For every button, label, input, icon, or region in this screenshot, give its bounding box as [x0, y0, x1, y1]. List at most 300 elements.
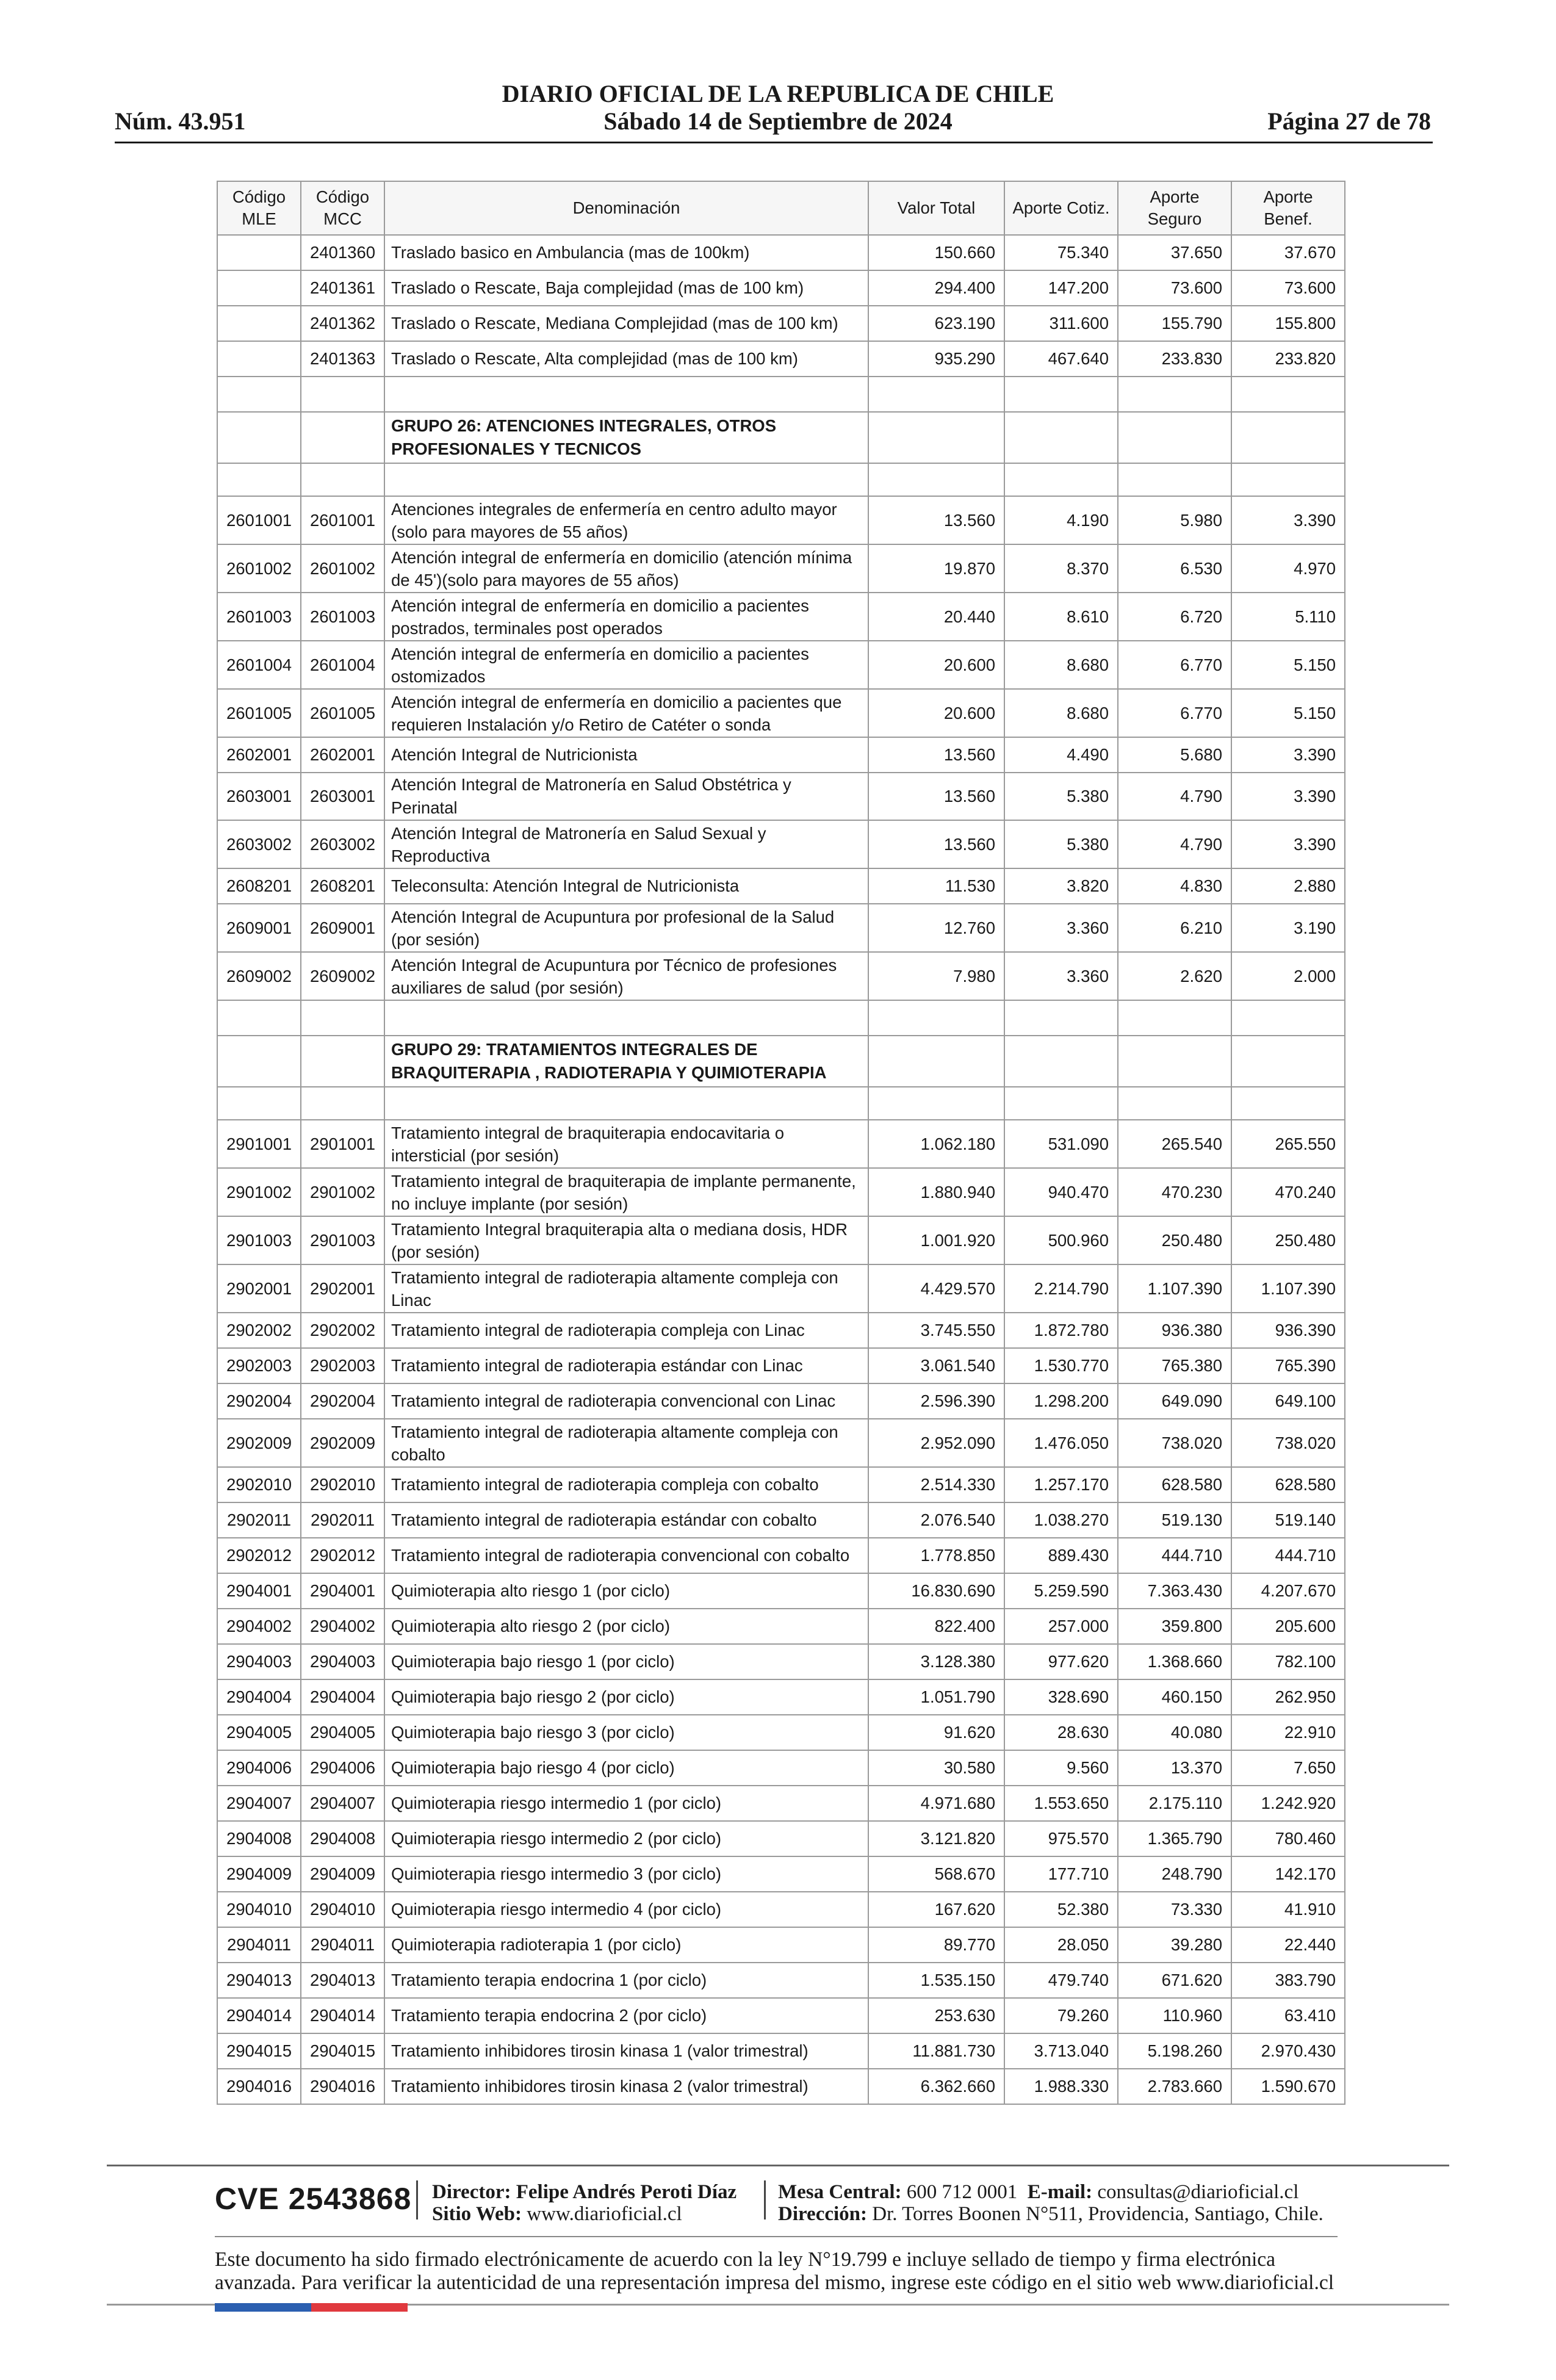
cell-aporte-seguro: 470.230 — [1118, 1168, 1231, 1216]
cell-valor-total: 150.660 — [868, 235, 1004, 270]
cell-aporte-benef: 2.970.430 — [1231, 2033, 1345, 2069]
cell-aporte-seguro: 4.790 — [1118, 773, 1231, 820]
cell-aporte-cotiz: 52.380 — [1004, 1892, 1118, 1927]
cell-codigo-mcc: 2601001 — [301, 496, 384, 544]
cell-codigo-mle: 2603001 — [217, 773, 301, 820]
empty-cell — [1118, 463, 1231, 496]
cell-codigo-mcc: 2904008 — [301, 1821, 384, 1856]
col-header-mle: Código MLE — [217, 181, 301, 235]
cell-aporte-cotiz: 531.090 — [1004, 1120, 1118, 1168]
cell-aporte-cotiz: 4.190 — [1004, 496, 1118, 544]
cell-aporte-benef: 4.207.670 — [1231, 1573, 1345, 1609]
cell-aporte-benef: 1.590.670 — [1231, 2069, 1345, 2104]
empty-cell — [1231, 412, 1345, 463]
empty-cell — [868, 377, 1004, 412]
cell-aporte-benef: 250.480 — [1231, 1216, 1345, 1264]
group-heading-row — [217, 412, 1345, 463]
empty-cell — [1231, 377, 1345, 412]
empty-cell — [1231, 1087, 1345, 1120]
cell-denominacion: Tratamiento inhibidores tirosin kinasa 2 (valor trimestral) — [384, 2069, 868, 2104]
web-label: Sitio Web: — [432, 2203, 522, 2225]
empty-cell — [1118, 377, 1231, 412]
cell-aporte-benef: 470.240 — [1231, 1168, 1345, 1216]
cell-codigo-mle: 2904015 — [217, 2033, 301, 2069]
table-row — [217, 1313, 1345, 1348]
table-row — [217, 1264, 1345, 1313]
cell-valor-total: 1.062.180 — [868, 1120, 1004, 1168]
cell-aporte-cotiz: 2.214.790 — [1004, 1264, 1118, 1313]
table-row — [217, 1419, 1345, 1467]
table-row — [217, 773, 1345, 820]
table-row — [217, 544, 1345, 593]
empty-cell — [868, 1000, 1004, 1036]
cell-denominacion: Teleconsulta: Atención Integral de Nutricionista — [384, 868, 868, 904]
cell-denominacion: Atención Integral de Nutricionista — [384, 737, 868, 773]
cell-denominacion: Atención integral de enfermería en domicilio a pacientes que requieren Instalación y/o Retiro de Catéter o sonda — [384, 689, 868, 737]
cell-codigo-mle: 2601004 — [217, 641, 301, 689]
cell-denominacion: Tratamiento integral de radioterapia compleja con cobalto — [384, 1467, 868, 1502]
cell-aporte-benef: 142.170 — [1231, 1856, 1345, 1892]
cell-codigo-mle: 2904008 — [217, 1821, 301, 1856]
cell-denominacion: Tratamiento integral de braquiterapia endocavitaria o intersticial (por sesión) — [384, 1120, 868, 1168]
cell-aporte-benef: 22.910 — [1231, 1715, 1345, 1750]
cell-aporte-seguro: 2.620 — [1118, 952, 1231, 1000]
footer-separator — [764, 2180, 766, 2220]
cell-aporte-cotiz: 1.530.770 — [1004, 1348, 1118, 1383]
cell-aporte-seguro: 4.790 — [1118, 820, 1231, 868]
cell-aporte-seguro: 13.370 — [1118, 1750, 1231, 1786]
cell-aporte-seguro: 250.480 — [1118, 1216, 1231, 1264]
cell-aporte-seguro: 6.770 — [1118, 641, 1231, 689]
table-row — [217, 737, 1345, 773]
table-row — [217, 1467, 1345, 1502]
cell-codigo-mcc: 2904010 — [301, 1892, 384, 1927]
cell-aporte-cotiz: 79.260 — [1004, 1998, 1118, 2033]
cell-codigo-mle: 2601002 — [217, 544, 301, 593]
cell-aporte-seguro: 7.363.430 — [1118, 1573, 1231, 1609]
cell-aporte-seguro: 73.330 — [1118, 1892, 1231, 1927]
cell-valor-total: 167.620 — [868, 1892, 1004, 1927]
cell-aporte-seguro: 359.800 — [1118, 1609, 1231, 1644]
cell-valor-total: 6.362.660 — [868, 2069, 1004, 2104]
issue-date: Sábado 14 de Septiembre de 2024 — [603, 107, 953, 135]
cell-aporte-cotiz: 1.553.650 — [1004, 1786, 1118, 1821]
table-row — [217, 904, 1345, 952]
cell-denominacion: Quimioterapia bajo riesgo 4 (por ciclo) — [384, 1750, 868, 1786]
spacer-row — [217, 377, 1345, 412]
table-row — [217, 341, 1345, 377]
empty-cell — [1004, 1036, 1118, 1087]
empty-cell — [301, 1087, 384, 1120]
cell-aporte-cotiz: 3.820 — [1004, 868, 1118, 904]
flag-stripe-blue — [215, 2303, 311, 2312]
cell-valor-total: 253.630 — [868, 1998, 1004, 2033]
cell-aporte-benef: 519.140 — [1231, 1502, 1345, 1538]
web-link[interactable]: www.diarioficial.cl — [527, 2203, 682, 2225]
empty-cell — [1231, 1000, 1345, 1036]
cell-codigo-mcc: 2601002 — [301, 544, 384, 593]
cell-aporte-seguro: 39.280 — [1118, 1927, 1231, 1963]
cell-denominacion: Tratamiento integral de radioterapia altamente compleja con Linac — [384, 1264, 868, 1313]
cell-codigo-mle: 2603002 — [217, 820, 301, 868]
table-row — [217, 1573, 1345, 1609]
table-row — [217, 593, 1345, 641]
col-header-aporte-cotiz: Aporte Cotiz. — [1004, 181, 1118, 235]
cell-denominacion: Tratamiento integral de radioterapia altamente compleja con cobalto — [384, 1419, 868, 1467]
footer-director-block — [432, 2181, 737, 2225]
cell-aporte-seguro: 5.680 — [1118, 737, 1231, 773]
cell-aporte-benef: 1.242.920 — [1231, 1786, 1345, 1821]
cell-valor-total: 4.429.570 — [868, 1264, 1004, 1313]
cell-aporte-benef: 73.600 — [1231, 270, 1345, 306]
cell-denominacion: Tratamiento Integral braquiterapia alta o mediana dosis, HDR (por sesión) — [384, 1216, 868, 1264]
group-heading: GRUPO 29: TRATAMIENTOS INTEGRALES DE BRAQUITERAPIA , RADIOTERAPIA Y QUIMIOTERAPIA — [384, 1036, 868, 1087]
cell-valor-total: 623.190 — [868, 306, 1004, 341]
cell-aporte-cotiz: 28.050 — [1004, 1927, 1118, 1963]
cell-codigo-mle: 2902001 — [217, 1264, 301, 1313]
cell-aporte-seguro: 671.620 — [1118, 1963, 1231, 1998]
cell-aporte-seguro: 765.380 — [1118, 1348, 1231, 1383]
cell-aporte-cotiz: 328.690 — [1004, 1679, 1118, 1715]
cell-aporte-benef: 155.800 — [1231, 306, 1345, 341]
cell-aporte-seguro: 6.530 — [1118, 544, 1231, 593]
cell-codigo-mcc: 2603001 — [301, 773, 384, 820]
table-row — [217, 1892, 1345, 1927]
cell-codigo-mle: 2609001 — [217, 904, 301, 952]
legal-notice: Este documento ha sido firmado electrónicamente de acuerdo con la ley N°19.799 e incluye sellado de tiempo y firma electrónica avanzada. Para verificar la autenticidad de una representación impresa del mismo, ingrese este código en el sitio web www.diarioficial.cl — [215, 2248, 1334, 2294]
cell-codigo-mcc: 2904001 — [301, 1573, 384, 1609]
cell-aporte-benef: 22.440 — [1231, 1927, 1345, 1963]
table-row — [217, 689, 1345, 737]
cell-denominacion: Atención Integral de Acupuntura por profesional de la Salud (por sesión) — [384, 904, 868, 952]
cell-aporte-benef: 3.190 — [1231, 904, 1345, 952]
empty-cell — [217, 463, 301, 496]
cve-code: CVE 2543868 — [215, 2182, 412, 2216]
cell-denominacion: Tratamiento terapia endocrina 2 (por ciclo) — [384, 1998, 868, 2033]
empty-cell — [384, 463, 868, 496]
cell-aporte-benef: 444.710 — [1231, 1538, 1345, 1573]
cell-codigo-mle — [217, 341, 301, 377]
cell-codigo-mle: 2902011 — [217, 1502, 301, 1538]
cell-aporte-benef: 2.000 — [1231, 952, 1345, 1000]
table-row — [217, 1963, 1345, 1998]
col-header-aporte-seguro: Aporte Seguro — [1118, 181, 1231, 235]
cell-codigo-mcc: 2603002 — [301, 820, 384, 868]
cell-codigo-mcc: 2902003 — [301, 1348, 384, 1383]
group-heading: GRUPO 26: ATENCIONES INTEGRALES, OTROS PROFESIONALES Y TECNICOS — [384, 412, 868, 463]
cell-codigo-mle: 2601001 — [217, 496, 301, 544]
col-header-denominacion: Denominación — [384, 181, 868, 235]
empty-cell — [1231, 463, 1345, 496]
cell-aporte-cotiz: 147.200 — [1004, 270, 1118, 306]
cell-aporte-cotiz: 1.038.270 — [1004, 1502, 1118, 1538]
col-header-mcc: Código MCC — [301, 181, 384, 235]
cell-aporte-cotiz: 5.259.590 — [1004, 1573, 1118, 1609]
mesa-phone: 600 712 0001 — [906, 2181, 1018, 2203]
cell-valor-total: 294.400 — [868, 270, 1004, 306]
cell-denominacion: Tratamiento integral de radioterapia convencional con cobalto — [384, 1538, 868, 1573]
cell-aporte-cotiz: 4.490 — [1004, 737, 1118, 773]
table-row — [217, 1609, 1345, 1644]
cell-aporte-seguro: 6.210 — [1118, 904, 1231, 952]
spacer-row — [217, 1000, 1345, 1036]
cell-aporte-cotiz: 5.380 — [1004, 820, 1118, 868]
cell-codigo-mcc: 2904002 — [301, 1609, 384, 1644]
empty-cell — [868, 1036, 1004, 1087]
cell-codigo-mle: 2904004 — [217, 1679, 301, 1715]
cell-denominacion: Atenciones integrales de enfermería en centro adulto mayor (solo para mayores de 55 años) — [384, 496, 868, 544]
table-row — [217, 1821, 1345, 1856]
cell-aporte-seguro: 5.980 — [1118, 496, 1231, 544]
empty-cell — [384, 1000, 868, 1036]
flag-stripe-red — [311, 2303, 408, 2312]
cell-codigo-mcc: 2901002 — [301, 1168, 384, 1216]
cell-codigo-mcc: 2609001 — [301, 904, 384, 952]
cell-codigo-mcc: 2904006 — [301, 1750, 384, 1786]
cell-valor-total: 20.600 — [868, 641, 1004, 689]
cell-valor-total: 822.400 — [868, 1609, 1004, 1644]
cell-codigo-mle: 2904006 — [217, 1750, 301, 1786]
cell-denominacion: Quimioterapia bajo riesgo 2 (por ciclo) — [384, 1679, 868, 1715]
cell-aporte-benef: 738.020 — [1231, 1419, 1345, 1467]
cell-aporte-benef: 780.460 — [1231, 1821, 1345, 1856]
cell-codigo-mcc: 2901003 — [301, 1216, 384, 1264]
cell-codigo-mle: 2901002 — [217, 1168, 301, 1216]
cell-aporte-seguro: 110.960 — [1118, 1998, 1231, 2033]
table-row — [217, 496, 1345, 544]
cell-codigo-mle: 2904001 — [217, 1573, 301, 1609]
cell-aporte-seguro: 649.090 — [1118, 1383, 1231, 1419]
cell-aporte-benef: 3.390 — [1231, 496, 1345, 544]
cell-valor-total: 568.670 — [868, 1856, 1004, 1892]
table-row — [217, 1538, 1345, 1573]
cell-aporte-benef: 2.880 — [1231, 868, 1345, 904]
empty-cell — [217, 1000, 301, 1036]
cell-aporte-cotiz: 467.640 — [1004, 341, 1118, 377]
cell-aporte-cotiz: 3.713.040 — [1004, 2033, 1118, 2069]
cell-aporte-cotiz: 177.710 — [1004, 1856, 1118, 1892]
cell-denominacion: Traslado o Rescate, Baja complejidad (mas de 100 km) — [384, 270, 868, 306]
table-row — [217, 1383, 1345, 1419]
cell-codigo-mcc: 2601004 — [301, 641, 384, 689]
cell-codigo-mcc: 2904013 — [301, 1963, 384, 1998]
table-row — [217, 952, 1345, 1000]
empty-cell — [1118, 1036, 1231, 1087]
cell-codigo-mle: 2902002 — [217, 1313, 301, 1348]
cell-valor-total: 1.051.790 — [868, 1679, 1004, 1715]
cell-valor-total: 16.830.690 — [868, 1573, 1004, 1609]
header-rule — [115, 142, 1433, 143]
cell-denominacion: Tratamiento integral de braquiterapia de implante permanente, no incluye implante (por sesión) — [384, 1168, 868, 1216]
cell-denominacion: Quimioterapia bajo riesgo 3 (por ciclo) — [384, 1715, 868, 1750]
empty-cell — [1004, 463, 1118, 496]
footer-rule — [107, 2165, 1449, 2166]
cell-codigo-mcc: 2602001 — [301, 737, 384, 773]
cell-aporte-benef: 5.150 — [1231, 689, 1345, 737]
cell-codigo-mle: 2904011 — [217, 1927, 301, 1963]
cell-denominacion: Tratamiento integral de radioterapia estándar con cobalto — [384, 1502, 868, 1538]
cell-aporte-cotiz: 3.360 — [1004, 904, 1118, 952]
cell-valor-total: 2.596.390 — [868, 1383, 1004, 1419]
page-number: Página 27 de 78 — [1267, 107, 1431, 135]
cell-aporte-seguro: 37.650 — [1118, 235, 1231, 270]
cell-aporte-cotiz: 257.000 — [1004, 1609, 1118, 1644]
cell-codigo-mle — [217, 270, 301, 306]
cell-codigo-mcc: 2902004 — [301, 1383, 384, 1419]
cell-codigo-mcc: 2401361 — [301, 270, 384, 306]
cell-valor-total: 1.001.920 — [868, 1216, 1004, 1264]
cell-valor-total: 12.760 — [868, 904, 1004, 952]
cell-codigo-mle: 2904007 — [217, 1786, 301, 1821]
cell-codigo-mle — [217, 306, 301, 341]
empty-cell — [1118, 412, 1231, 463]
table-row — [217, 1786, 1345, 1821]
table-body — [217, 235, 1345, 2104]
cell-codigo-mle: 2904013 — [217, 1963, 301, 1998]
address-value: Dr. Torres Boonen N°511, Providencia, Santiago, Chile. — [872, 2203, 1324, 2225]
cell-codigo-mcc: 2904003 — [301, 1644, 384, 1679]
cell-denominacion: Quimioterapia bajo riesgo 1 (por ciclo) — [384, 1644, 868, 1679]
empty-cell — [1118, 1087, 1231, 1120]
email-label: E-mail: — [1027, 2181, 1093, 2203]
cell-codigo-mcc: 2608201 — [301, 868, 384, 904]
cell-aporte-cotiz: 8.680 — [1004, 641, 1118, 689]
spacer-row — [217, 1087, 1345, 1120]
cell-codigo-mle: 2902003 — [217, 1348, 301, 1383]
cell-denominacion: Traslado o Rescate, Mediana Complejidad (mas de 100 km) — [384, 306, 868, 341]
cell-aporte-seguro: 519.130 — [1118, 1502, 1231, 1538]
cell-aporte-seguro: 155.790 — [1118, 306, 1231, 341]
cell-aporte-benef: 205.600 — [1231, 1609, 1345, 1644]
cell-aporte-cotiz: 5.380 — [1004, 773, 1118, 820]
cell-codigo-mcc: 2902012 — [301, 1538, 384, 1573]
table-row — [217, 1348, 1345, 1383]
cell-valor-total: 1.880.940 — [868, 1168, 1004, 1216]
cell-aporte-cotiz: 3.360 — [1004, 952, 1118, 1000]
cell-denominacion: Atención Integral de Matronería en Salud Obstétrica y Perinatal — [384, 773, 868, 820]
table-row — [217, 1927, 1345, 1963]
cell-denominacion: Quimioterapia radioterapia 1 (por ciclo) — [384, 1927, 868, 1963]
cell-aporte-cotiz: 975.570 — [1004, 1821, 1118, 1856]
cell-aporte-seguro: 2.175.110 — [1118, 1786, 1231, 1821]
table-row — [217, 1750, 1345, 1786]
cell-aporte-cotiz: 1.257.170 — [1004, 1467, 1118, 1502]
cell-denominacion: Atención integral de enfermería en domicilio a pacientes postrados, terminales post operados — [384, 593, 868, 641]
cell-codigo-mcc: 2904007 — [301, 1786, 384, 1821]
cell-aporte-cotiz: 977.620 — [1004, 1644, 1118, 1679]
cell-aporte-benef: 63.410 — [1231, 1998, 1345, 2033]
cell-aporte-benef: 649.100 — [1231, 1383, 1345, 1419]
footer-contact-block — [778, 2181, 1324, 2225]
cell-aporte-benef: 383.790 — [1231, 1963, 1345, 1998]
cell-codigo-mle: 2901003 — [217, 1216, 301, 1264]
cell-codigo-mcc: 2904014 — [301, 1998, 384, 2033]
cell-aporte-benef: 3.390 — [1231, 820, 1345, 868]
cell-aporte-benef: 4.970 — [1231, 544, 1345, 593]
cell-aporte-cotiz: 1.988.330 — [1004, 2069, 1118, 2104]
cell-aporte-cotiz: 889.430 — [1004, 1538, 1118, 1573]
table-header-row — [217, 181, 1345, 235]
table-row — [217, 820, 1345, 868]
cell-aporte-benef: 628.580 — [1231, 1467, 1345, 1502]
cell-codigo-mle — [217, 235, 301, 270]
cell-codigo-mle: 2904010 — [217, 1892, 301, 1927]
cell-codigo-mle: 2904005 — [217, 1715, 301, 1750]
empty-cell — [301, 463, 384, 496]
cell-denominacion: Atención integral de enfermería en domicilio (atención mínima de 45')(solo para mayores de 55 años) — [384, 544, 868, 593]
cell-valor-total: 91.620 — [868, 1715, 1004, 1750]
tariff-table — [217, 181, 1345, 2105]
cell-codigo-mle: 2609002 — [217, 952, 301, 1000]
cell-codigo-mle: 2902009 — [217, 1419, 301, 1467]
cell-denominacion: Quimioterapia riesgo intermedio 3 (por ciclo) — [384, 1856, 868, 1892]
empty-cell — [384, 377, 868, 412]
cell-codigo-mcc: 2904009 — [301, 1856, 384, 1892]
cell-codigo-mle: 2601005 — [217, 689, 301, 737]
cell-denominacion: Quimioterapia riesgo intermedio 1 (por ciclo) — [384, 1786, 868, 1821]
cell-valor-total: 13.560 — [868, 737, 1004, 773]
empty-cell — [1004, 1087, 1118, 1120]
cell-codigo-mcc: 2401363 — [301, 341, 384, 377]
cell-denominacion: Atención Integral de Matronería en Salud Sexual y Reproductiva — [384, 820, 868, 868]
cell-aporte-cotiz: 8.680 — [1004, 689, 1118, 737]
cell-valor-total: 19.870 — [868, 544, 1004, 593]
cell-aporte-seguro: 460.150 — [1118, 1679, 1231, 1715]
cell-codigo-mle: 2602001 — [217, 737, 301, 773]
cell-codigo-mcc: 2609002 — [301, 952, 384, 1000]
cell-aporte-seguro: 4.830 — [1118, 868, 1231, 904]
empty-cell — [301, 1000, 384, 1036]
table-row — [217, 1216, 1345, 1264]
cell-valor-total: 1.535.150 — [868, 1963, 1004, 1998]
empty-cell — [1004, 412, 1118, 463]
table-row — [217, 270, 1345, 306]
cell-denominacion: Quimioterapia alto riesgo 2 (por ciclo) — [384, 1609, 868, 1644]
cell-codigo-mcc: 2901001 — [301, 1120, 384, 1168]
cell-valor-total: 11.881.730 — [868, 2033, 1004, 2069]
cell-aporte-seguro: 936.380 — [1118, 1313, 1231, 1348]
cell-aporte-benef: 765.390 — [1231, 1348, 1345, 1383]
table-row — [217, 235, 1345, 270]
cell-aporte-seguro: 5.198.260 — [1118, 2033, 1231, 2069]
cell-denominacion: Tratamiento terapia endocrina 1 (por ciclo) — [384, 1963, 868, 1998]
spacer-row — [217, 463, 1345, 496]
cell-aporte-benef: 233.820 — [1231, 341, 1345, 377]
cell-codigo-mle: 2904016 — [217, 2069, 301, 2104]
cell-denominacion: Traslado o Rescate, Alta complejidad (mas de 100 km) — [384, 341, 868, 377]
cell-aporte-cotiz: 8.610 — [1004, 593, 1118, 641]
cell-codigo-mcc: 2904005 — [301, 1715, 384, 1750]
address-label: Dirección: — [778, 2203, 868, 2225]
cell-aporte-seguro: 40.080 — [1118, 1715, 1231, 1750]
cell-aporte-benef: 3.390 — [1231, 737, 1345, 773]
cell-codigo-mcc: 2601005 — [301, 689, 384, 737]
footer-rule-inner — [215, 2236, 1338, 2237]
cell-codigo-mle: 2601003 — [217, 593, 301, 641]
email-link[interactable]: consultas@diarioficial.cl — [1097, 2181, 1299, 2203]
cell-valor-total: 20.600 — [868, 689, 1004, 737]
empty-cell — [1004, 377, 1118, 412]
cell-valor-total: 2.952.090 — [868, 1419, 1004, 1467]
empty-cell — [868, 463, 1004, 496]
cell-aporte-cotiz: 500.960 — [1004, 1216, 1118, 1264]
cell-valor-total: 13.560 — [868, 820, 1004, 868]
cell-valor-total: 935.290 — [868, 341, 1004, 377]
cell-valor-total: 13.560 — [868, 773, 1004, 820]
journal-title: DIARIO OFICIAL DE LA REPUBLICA DE CHILE — [502, 80, 1054, 107]
cell-codigo-mcc: 2401362 — [301, 306, 384, 341]
table-row — [217, 2069, 1345, 2104]
